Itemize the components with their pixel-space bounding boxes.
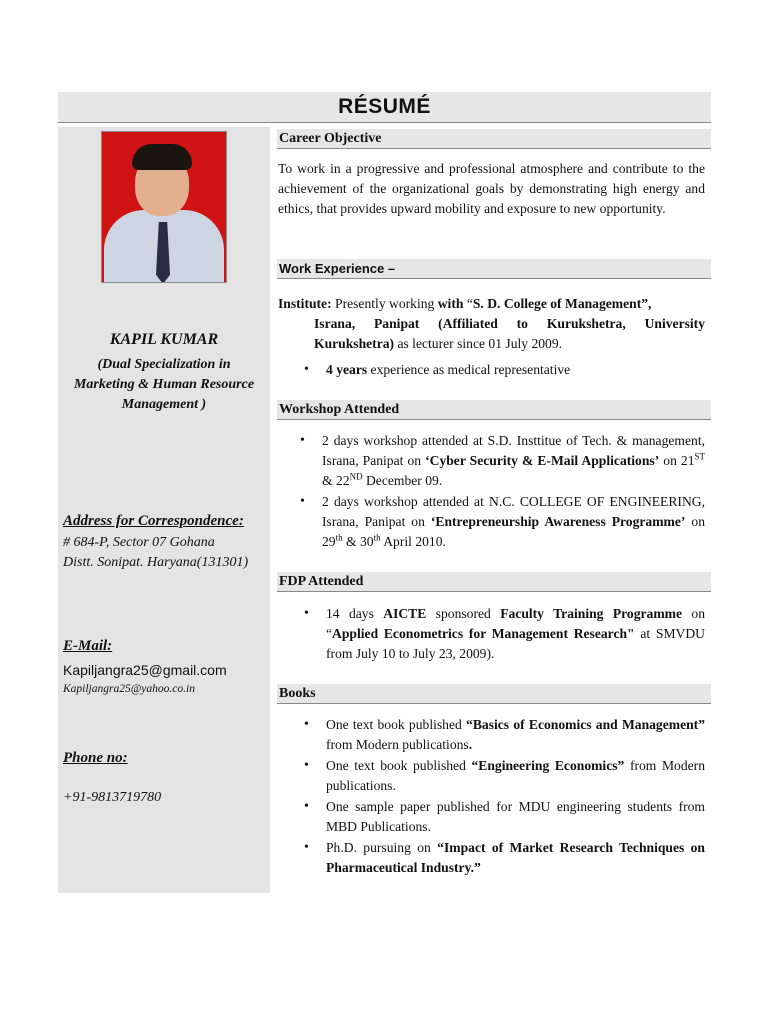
candidate-name: KAPIL KUMAR <box>109 331 219 348</box>
workshop-2-sup-b: th <box>373 532 381 543</box>
fdp-text-3: on “ <box>326 606 705 641</box>
workshop-1-title: ‘Cyber Security & E-Mail Applications’ <box>425 453 660 468</box>
phd-text: Ph.D. pursuing on <box>326 840 438 855</box>
workshop-1-date-a: on 21 <box>659 453 695 468</box>
institute-affiliation: Israna, Panipat (Affiliated to Kurukshetra, University Kurukshetra) <box>314 316 705 351</box>
fdp-text-2: sponsored <box>426 606 501 621</box>
book-1-title: “Basics of Economics and Management” <box>466 717 705 732</box>
list-item <box>278 838 705 878</box>
career-objective-heading: Career Objective <box>277 129 711 149</box>
address-line-2: Distt. Sonipat. Haryana(131301) <box>63 555 249 570</box>
fdp-list <box>278 604 705 665</box>
workshop-1-sup-a: ST <box>694 451 706 462</box>
workshop-2-date-c: April 2010. <box>380 534 446 549</box>
institute-role: as lecturer since 01 July 2009. <box>394 336 563 351</box>
work-institute <box>278 294 705 354</box>
address-label: Address for Correspondence: <box>63 513 244 529</box>
book-2-title: “Engineering Economics” <box>471 758 625 773</box>
list-item <box>278 431 705 491</box>
specialization <box>58 355 270 415</box>
profile-photo <box>101 131 227 283</box>
workshop-2-date-b: & 30 <box>342 534 374 549</box>
fdp-aicte: AICTE <box>383 606 427 621</box>
workshop-1-date-c: December 09. <box>362 473 443 488</box>
list-item <box>278 604 705 664</box>
phone-number: +91-9813719780 <box>63 790 162 805</box>
workshop-2-title: ‘Entrepreneurship Awareness Programme’ <box>430 514 686 529</box>
work-bullets <box>278 360 705 381</box>
list-item <box>278 360 705 380</box>
book-3-text: One sample paper published for MDU engineering students from MBD Publications. <box>326 799 705 834</box>
book-1-text: One text book published <box>326 717 467 732</box>
books-heading: Books <box>277 684 711 704</box>
institute-text-1: Presently working <box>331 296 438 311</box>
spec-line-2: Marketing & Human Resource <box>73 377 255 392</box>
work-experience-heading: Work Experience – <box>277 259 711 279</box>
institute-quote: “ <box>463 296 473 311</box>
resume-title: RÉSUMÉ <box>58 92 711 123</box>
list-item <box>278 756 705 796</box>
book-2-publisher: from Modern publications. <box>326 758 705 793</box>
fdp-programme: Faculty Training Programme <box>500 606 683 621</box>
email-secondary[interactable]: Kapiljangra25@yahoo.co.in <box>63 683 195 695</box>
address-line-1: # 684-P, Sector 07 Gohana <box>63 535 215 550</box>
fdp-text-4: at SMVDU from July 10 to July 23, 2009). <box>326 626 705 661</box>
workshop-heading: Workshop Attended <box>277 400 711 420</box>
books-list <box>278 715 705 879</box>
career-objective-text: To work in a progressive and professional atmosphere and contribute to the achievement of the organizational goals by demonstrating high energy and ethics, that provides upward mobility and exposure to new opportunity. <box>278 161 705 216</box>
workshop-list <box>278 431 705 553</box>
exp-text: experience as medical representative <box>367 362 571 377</box>
institute-with: with <box>437 296 464 311</box>
workshop-2-sup-a: th <box>335 532 343 543</box>
book-1-period: . <box>468 737 473 752</box>
photo-hair <box>132 144 192 170</box>
institute-label: Institute: <box>278 296 332 311</box>
phone-label: Phone no: <box>63 750 128 766</box>
phd-topic: “Impact of Market Research Techniques on Pharmaceutical Industry.” <box>326 840 705 875</box>
fdp-text-1: 14 days <box>326 606 384 621</box>
list-item <box>278 715 705 755</box>
list-item <box>278 492 705 552</box>
fdp-topic: Applied Econometrics for Management Research" <box>332 626 635 641</box>
workshop-2-date-a: on 29 <box>322 514 705 549</box>
workshop-2-text: 2 days workshop attended at N.C. COLLEGE OF ENGINEERING, Israna, Panipat on <box>322 494 705 529</box>
exp-years: 4 years <box>326 362 368 377</box>
list-item <box>278 797 705 837</box>
book-2-text: One text book published <box>326 758 472 773</box>
fdp-heading: FDP Attended <box>277 572 711 592</box>
spec-line-1: (Dual Specialization in <box>97 357 231 372</box>
spec-line-3: Management ) <box>121 397 207 412</box>
email-primary[interactable]: Kapiljangra25@gmail.com <box>63 662 227 678</box>
institute-college: S. D. College of Management”, <box>472 296 652 311</box>
workshop-1-sup-b: ND <box>349 471 363 482</box>
book-1-publisher: from Modern publications <box>326 737 469 752</box>
email-label: E-Mail: <box>63 638 113 654</box>
workshop-1-date-b: & 22 <box>322 473 350 488</box>
workshop-1-text: 2 days workshop attended at S.D. Insttitue of Tech. & management, Israna, Panipat on <box>322 433 705 468</box>
profile-sidebar <box>58 127 270 893</box>
